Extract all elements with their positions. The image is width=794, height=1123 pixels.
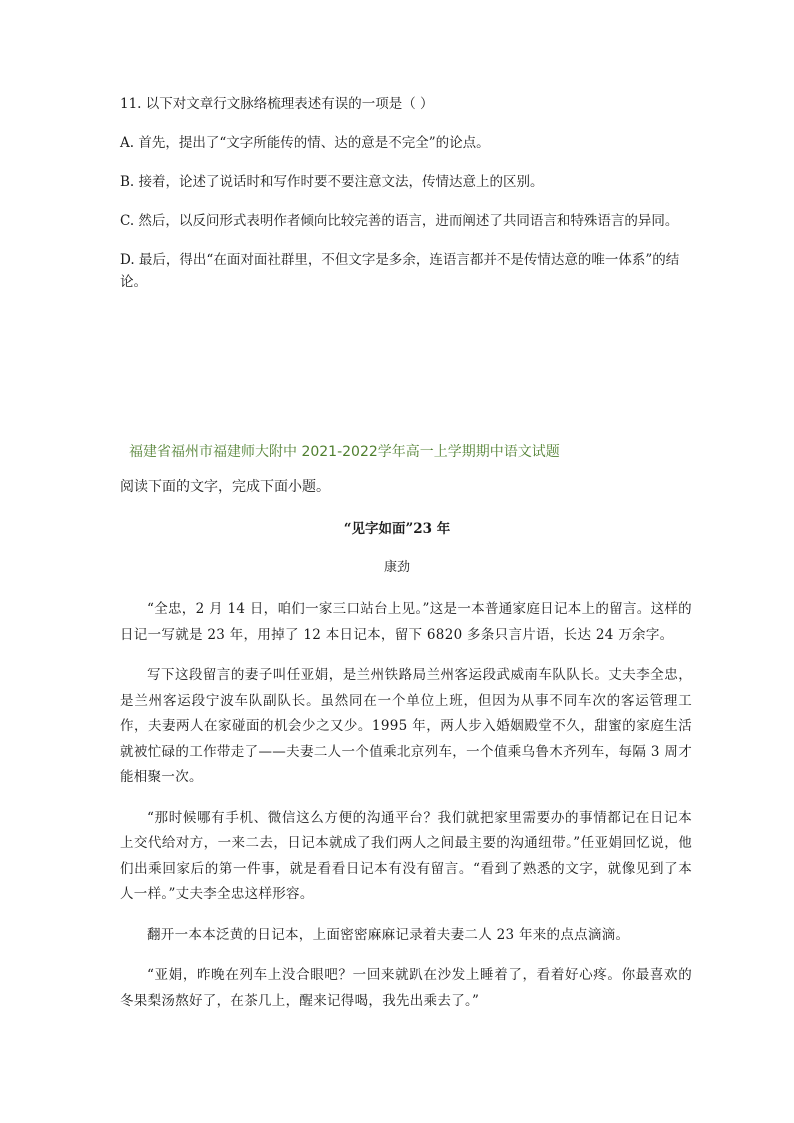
option-b: B. 接着，论述了说话时和写作时要不要注意文法，传情达意上的区别。 <box>120 174 544 190</box>
article-body <box>120 597 692 1029</box>
source-label: 福建省福州市福建师大附中 2021-2022学年高一上学期期中语文试题 <box>129 444 560 460</box>
article-paragraph: 翻开一本本泛黄的日记本，上面密密麻麻记录着夫妻二人 23 年来的点点滴滴。 <box>147 926 630 943</box>
reading-instruction: 阅读下面的文字，完成下面小题。 <box>120 479 330 495</box>
article-paragraph: “那时候哪有手机、微信这么方便的沟通平台？我们就把家里需要办的事情都记在日记本上交代给对方，一来二去，日记本就成了我们两人之间最主要的沟通纽带。”任亚娟回忆说，他们出乘回家后的第一件事，就是看看日记本有没有留言。“看到了熟悉的文字，就像见到了本人一样。”丈夫李全忠这样形容。 <box>120 809 692 902</box>
article-paragraph: “亚娟，昨晚在列车上没合眼吧？一回来就趴在沙发上睡着了，看着好心疼。你最喜欢的冬果梨汤熬好了，在茶几上，醒来记得喝，我先出乘去了。” <box>120 967 692 1009</box>
question-stem: 11. 以下对文章行文脉络梳理表述有误的一项是（ ） <box>120 96 434 112</box>
article-author: 康劲 <box>383 560 410 575</box>
question-11 <box>120 93 690 310</box>
option-c: C. 然后，以反问形式表明作者倾向比较完善的语言，进而阐述了共同语言和特殊语言的异同。 <box>120 213 679 229</box>
article-paragraph: 写下这段留言的妻子叫任亚娟，是兰州铁路局兰州客运段武威南车队队长。丈夫李全忠，是兰州客运段宁波车队副队长。虽然同在一个单位上班，但因为从事不同车次的客运管理工作，夫妻两人在家碰面的机会少之又少。1995 年，两人步入婚姻殿堂不久，甜蜜的家庭生活就被忙碌的工作带走了——夫妻二人一个值乘北京列车，一个值乘乌鲁木齐列车，每隔 3 周才能相聚一次。 <box>120 667 692 785</box>
article-title: “见字如面”23 年 <box>343 521 451 537</box>
article-paragraph: “全忠，2 月 14 日，咱们一家三口站台上见。”这是一本普通家庭日记本上的留言。这样的日记一写就是 23 年，用掉了 12 本日记本，留下 6820 多条只言片语，长达 24 万余字。 <box>120 601 692 643</box>
option-a: A. 首先，提出了“文字所能传的情、达的意是不完全”的论点。 <box>120 135 490 151</box>
option-d: D. 最后，得出“在面对面社群里，不但文字是多余，连语言都并不是传情达意的唯一体系”的结论。 <box>120 252 680 290</box>
